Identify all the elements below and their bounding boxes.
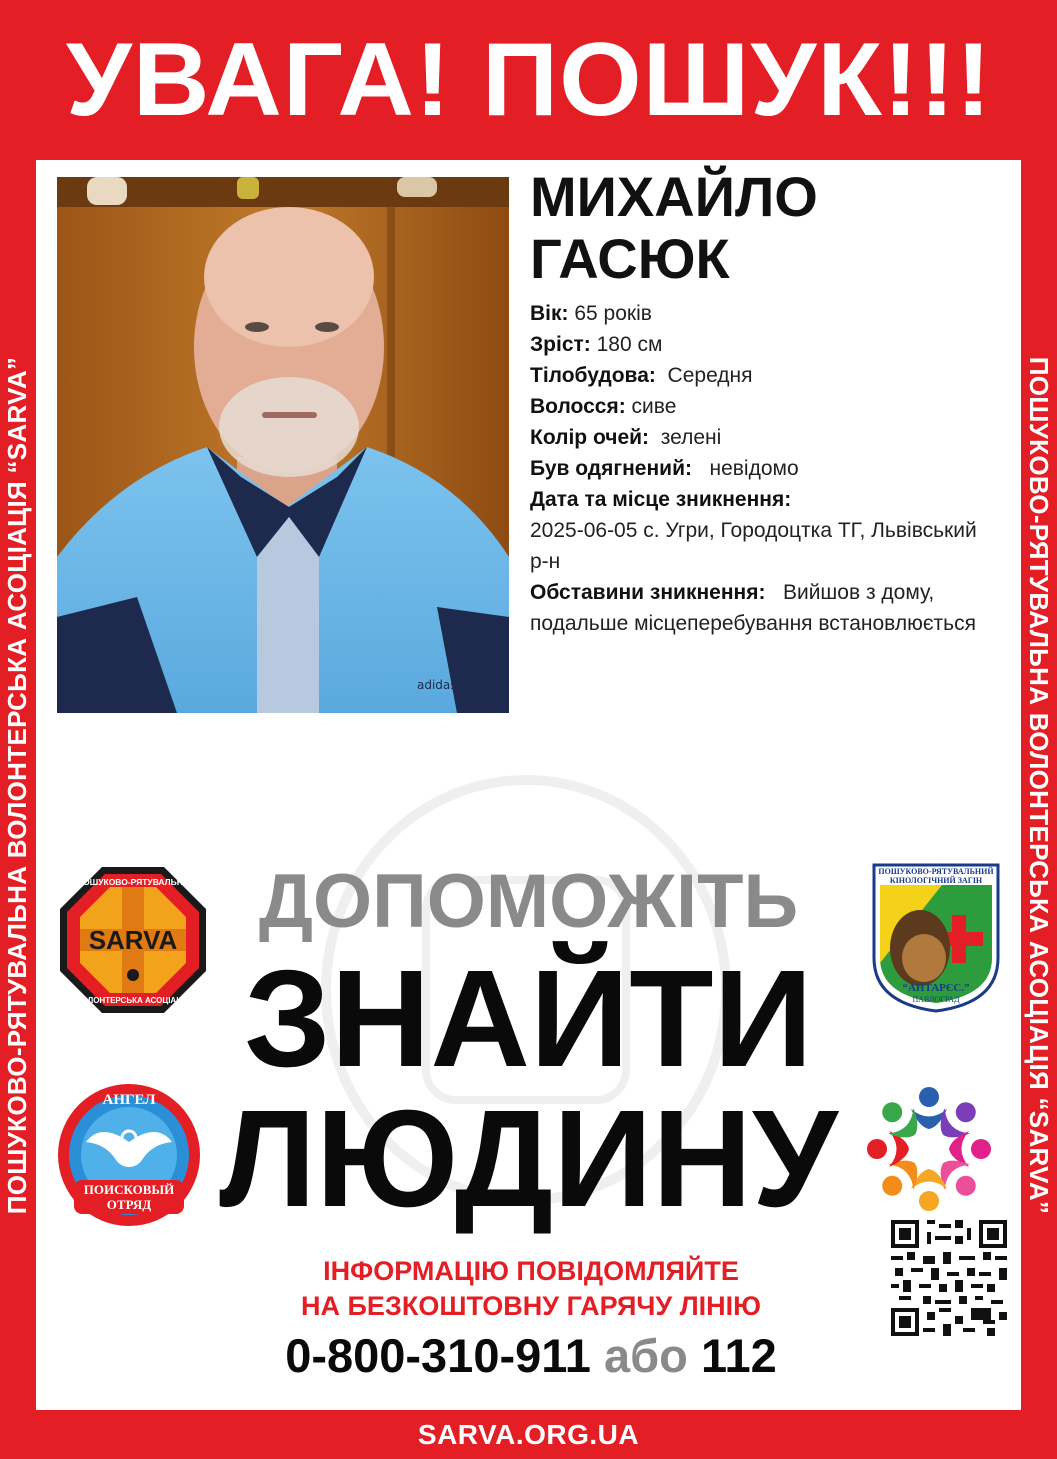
detail-date-place-value: 2025-06-05 с. Угри, Городоцтка ТГ, Львівський р-н	[530, 519, 977, 573]
detail-height	[530, 329, 1000, 360]
sarva-logo-top: ПОШУКОВО-РЯТУВАЛЬНА	[76, 877, 190, 887]
detail-clothes	[530, 453, 1000, 484]
sarva-logo-name: SARVA	[88, 925, 178, 955]
person-last-name: ГАСЮК	[530, 227, 730, 290]
community-logo	[858, 1078, 1000, 1220]
detail-build-value: Середня	[667, 364, 753, 387]
detail-eyes	[530, 422, 1000, 453]
detail-circumstances	[530, 577, 1000, 639]
detail-build-label: Тілобудова:	[530, 364, 656, 387]
detail-age-label: Вік:	[530, 302, 569, 325]
hotline-phone	[186, 1328, 876, 1383]
person-details	[530, 298, 1000, 639]
person-photo-illustration	[57, 177, 509, 713]
detail-date-place-label: Дата та місце зникнення:	[530, 488, 792, 511]
detail-circumstances-value: Вийшов з дому, подальше місцеперебування встановлюється	[530, 581, 976, 635]
antares-logo-top1: ПОШУКОВО-РЯТУВАЛЬНИЙ	[878, 867, 994, 876]
person-photo	[57, 177, 509, 713]
hotline-info-line1: ІНФОРМАЦІЮ ПОВІДОМЛЯЙТЕ	[323, 1256, 739, 1286]
detail-age	[530, 298, 1000, 329]
detail-clothes-value: невідомо	[709, 457, 799, 480]
person-first-name: МИХАЙЛО	[530, 165, 818, 228]
detail-circumstances-label: Обставини зникнення:	[530, 581, 766, 604]
detail-hair	[530, 391, 1000, 422]
antares-logo	[872, 863, 1000, 1013]
side-text-left	[0, 160, 36, 1410]
angel-logo-bottom2: ОТРЯД	[106, 1197, 152, 1212]
emergency-number[interactable]: 112	[700, 1329, 777, 1382]
detail-height-value: 180 см	[596, 333, 663, 356]
qr-code[interactable]	[891, 1220, 1007, 1336]
hotline-info-line2: НА БЕЗКОШТОВНУ ГАРЯЧУ ЛІНІЮ	[301, 1291, 761, 1321]
detail-height-label: Зріст:	[530, 333, 591, 356]
detail-clothes-label: Був одягнений:	[530, 457, 692, 480]
website-link[interactable]: SARVA.ORG.UA	[417, 1418, 640, 1450]
detail-hair-value: сиве	[631, 395, 677, 418]
angel-logo	[56, 1082, 202, 1228]
person-name	[530, 166, 818, 290]
appeal-help: ДОПОМОЖІТЬ	[258, 859, 799, 944]
angel-logo-bottom1: ПОИСКОВЫЙ	[83, 1182, 175, 1197]
antares-logo-city: ПАВЛОГРАД	[912, 995, 960, 1004]
detail-hair-label: Волосся:	[530, 395, 626, 418]
antares-logo-name: “АНТАРЄС.”	[902, 982, 970, 994]
side-text-right	[1021, 160, 1057, 1410]
detail-age-value: 65 років	[574, 302, 652, 325]
appeal-person: ЛЮДИНУ	[219, 1082, 838, 1236]
footer	[0, 1410, 1057, 1459]
header-banner	[0, 0, 1057, 160]
appeal-find: ЗНАЙТИ	[244, 942, 813, 1096]
detail-eyes-label: Колір очей:	[530, 426, 650, 449]
poster-card	[36, 160, 1021, 1410]
side-text-right-label: ПОШУКОВО-РЯТУВАЛЬНА ВОЛОНТЕРСЬКА АСОЦІАЦІЯ “SARVA”	[1024, 356, 1055, 1214]
alert-title: УВАГА! ПОШУК!!!	[65, 22, 992, 138]
hotline-number[interactable]: 0-800-310-911	[285, 1329, 591, 1382]
antares-logo-top2: КІНОЛОГІЧНИЙ ЗАГІН	[889, 876, 983, 885]
angel-logo-top: АНГЕЛ	[102, 1092, 156, 1108]
sarva-logo	[58, 865, 208, 1015]
hotline-separator: або	[604, 1329, 688, 1382]
jacket-brand-label: adidas	[417, 678, 457, 692]
paw-icon	[127, 969, 139, 981]
side-text-left-label: ПОШУКОВО-РЯТУВАЛЬНА ВОЛОНТЕРСЬКА АСОЦІАЦІЯ “SARVA”	[2, 356, 33, 1214]
sarva-logo-bottom: ВОЛОНТЕРСЬКА АСОЦІАЦІЯ	[75, 996, 191, 1005]
detail-eyes-value: зелені	[660, 426, 722, 449]
detail-date-place	[530, 484, 1000, 515]
detail-build	[530, 360, 1000, 391]
